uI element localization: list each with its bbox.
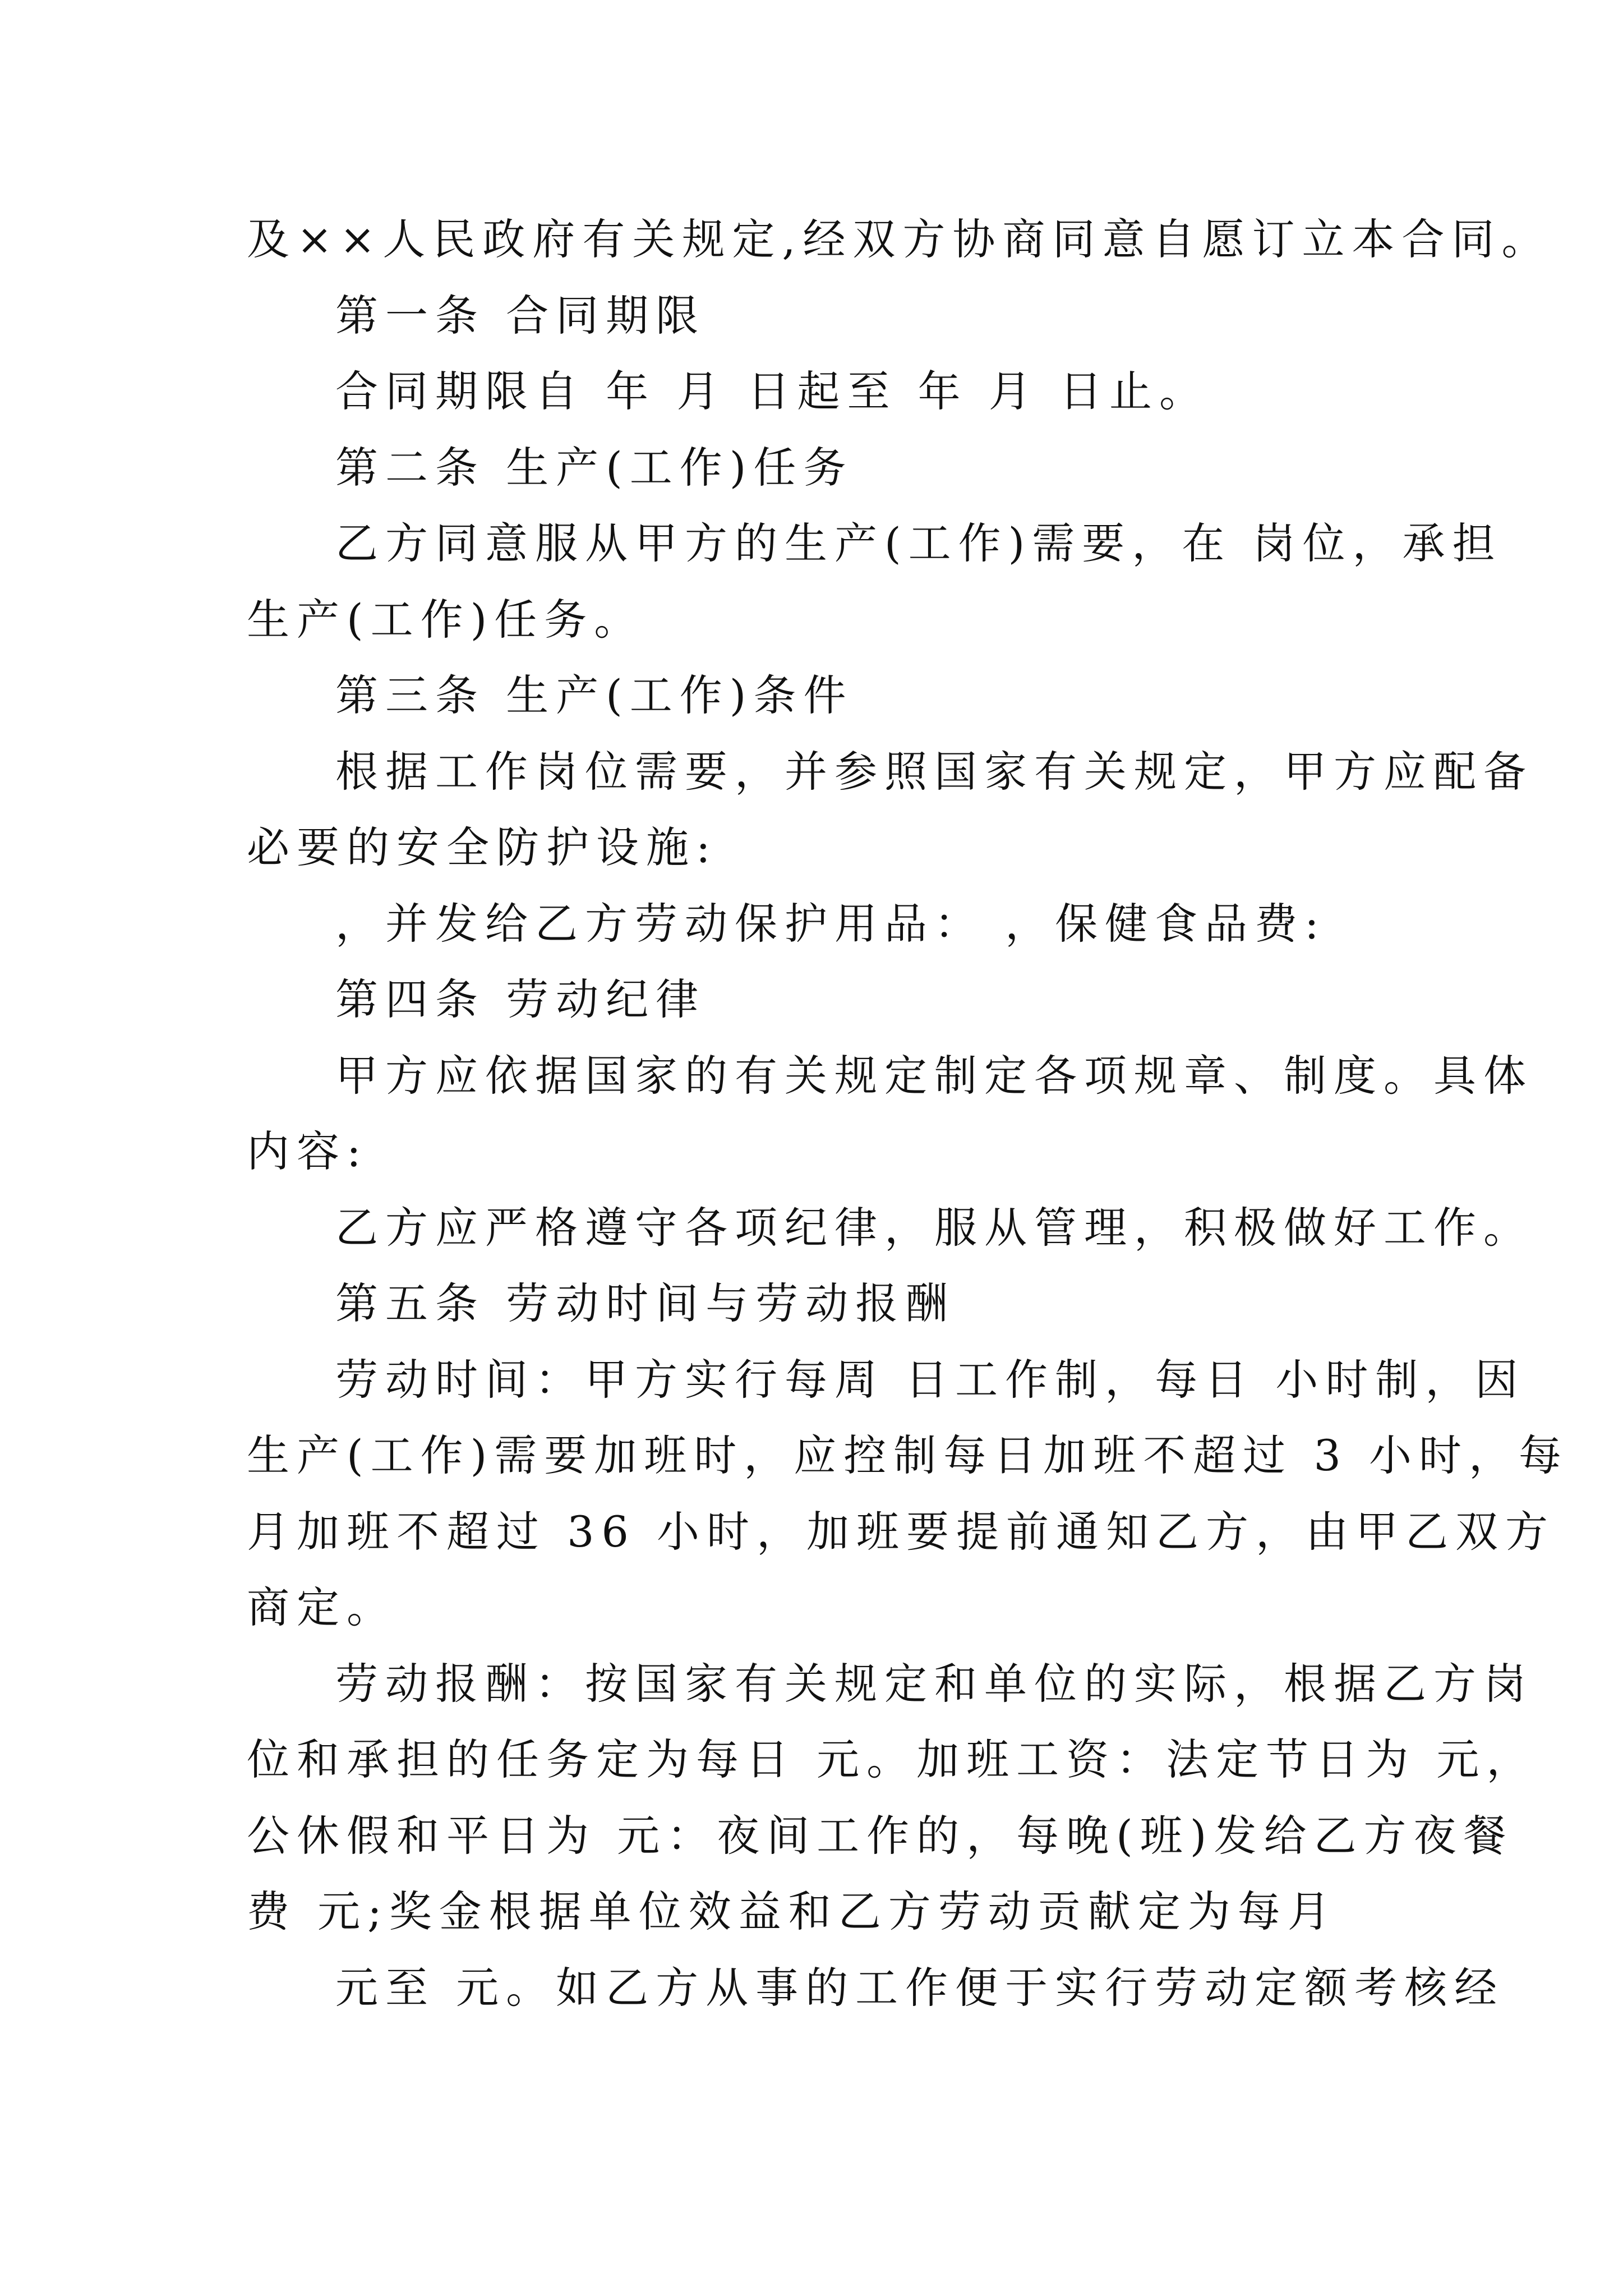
text-line-16: 劳动时间：甲方实行每周 日工作制，每日 小时制，因: [335, 1355, 1525, 1405]
text-line-3: 合同期限自 年 月 日起至 年 月 日止。: [335, 366, 1209, 416]
text-line-13: 内容:: [247, 1126, 368, 1176]
clause-3-heading: 第三条 生产(工作)条件: [335, 670, 854, 720]
text-line-14: 乙方应严格遵守各项纪律，服从管理，积极做好工作。: [335, 1203, 1533, 1253]
text-line-5: 乙方同意服从甲方的生产(工作)需要，在 岗位，承担: [335, 518, 1502, 568]
text-line-19: 商定。: [247, 1582, 396, 1632]
text-line-22: 公休假和平日为 元：夜间工作的，每晚(班)发给乙方夜餐: [247, 1811, 1514, 1861]
text-line-18: 月加班不超过 36 小时，加班要提前通知乙方，由甲乙双方: [247, 1507, 1556, 1557]
clause-1-heading: 第一条 合同期限: [335, 291, 706, 341]
text-line-9: 必要的安全防护设施:: [247, 822, 718, 872]
clause-5-heading: 第五条 劳动时间与劳动报酬: [335, 1278, 956, 1328]
text-line-23: 费 元;奖金根据单位效益和乙方劳动贡献定为每月: [247, 1887, 1338, 1936]
clause-2-heading: 第二条 生产(工作)任务: [335, 443, 854, 493]
text-line-1: 及××人民政府有关规定,经双方协商同意自愿订立本合同。: [247, 214, 1552, 264]
text-line-8: 根据工作岗位需要，并参照国家有关规定，甲方应配备: [335, 747, 1533, 797]
text-line-10: ，并发给乙方劳动保护用品： ，保健食品费:: [335, 899, 1326, 949]
text-line-24: 元至 元。如乙方从事的工作便于实行劳动定额考核经: [335, 1963, 1505, 2013]
text-line-6: 生产(工作)任务。: [247, 595, 644, 645]
text-line-17: 生产(工作)需要加班时，应控制每日加班不超过 3 小时，每: [247, 1430, 1569, 1480]
text-line-21: 位和承担的任务定为每日 元。加班工资：法定节日为 元，: [247, 1734, 1537, 1784]
text-line-20: 劳动报酬：按国家有关规定和单位的实际，根据乙方岗: [335, 1659, 1533, 1709]
clause-4-heading: 第四条 劳动纪律: [335, 974, 706, 1024]
text-line-12: 甲方应依据国家的有关规定制定各项规章、制度。具体: [335, 1051, 1533, 1101]
